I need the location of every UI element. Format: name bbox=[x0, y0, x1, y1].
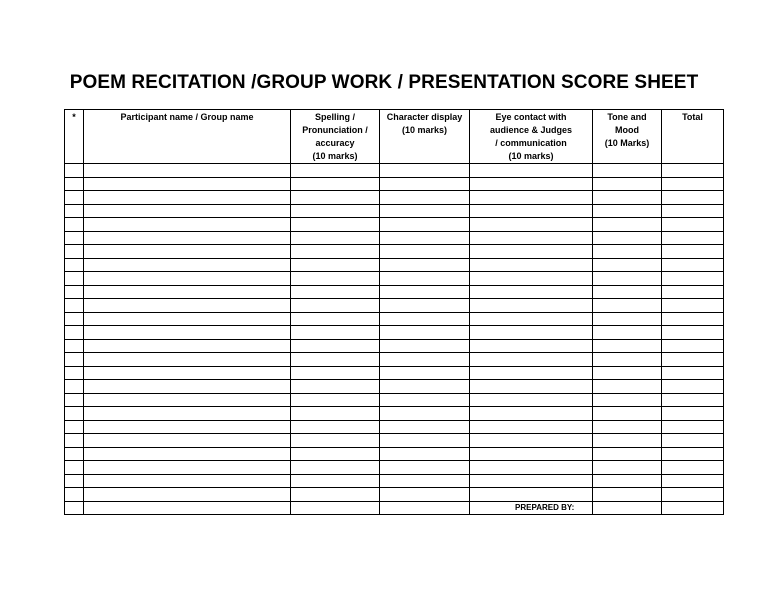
cell-total[interactable] bbox=[662, 380, 724, 394]
cell-index[interactable] bbox=[65, 231, 84, 245]
cell-participant-name[interactable] bbox=[84, 258, 291, 272]
cell-total[interactable] bbox=[662, 204, 724, 218]
cell-eye-contact[interactable] bbox=[470, 474, 593, 488]
cell-character-display[interactable] bbox=[380, 191, 470, 205]
cell-participant-name[interactable] bbox=[84, 488, 291, 502]
cell-eye-contact[interactable] bbox=[470, 231, 593, 245]
cell-index[interactable] bbox=[65, 380, 84, 394]
cell-participant-name[interactable] bbox=[84, 177, 291, 191]
cell-character-display[interactable] bbox=[380, 501, 470, 515]
cell-index[interactable] bbox=[65, 177, 84, 191]
cell-character-display[interactable] bbox=[380, 218, 470, 232]
cell-character-display[interactable] bbox=[380, 447, 470, 461]
cell-participant-name[interactable] bbox=[84, 407, 291, 421]
cell-tone-mood[interactable] bbox=[593, 434, 662, 448]
cell-eye-contact[interactable] bbox=[470, 299, 593, 313]
cell-eye-contact[interactable] bbox=[470, 285, 593, 299]
cell-index[interactable] bbox=[65, 353, 84, 367]
cell-participant-name[interactable] bbox=[84, 366, 291, 380]
table-row bbox=[65, 461, 724, 475]
cell-index[interactable] bbox=[65, 447, 84, 461]
cell-participant-name[interactable] bbox=[84, 380, 291, 394]
cell-eye-contact[interactable] bbox=[470, 407, 593, 421]
cell-total[interactable] bbox=[662, 177, 724, 191]
cell-index[interactable] bbox=[65, 366, 84, 380]
cell-character-display[interactable] bbox=[380, 380, 470, 394]
table-row bbox=[65, 231, 724, 245]
cell-tone-mood[interactable] bbox=[593, 191, 662, 205]
cell-participant-name[interactable] bbox=[84, 501, 291, 515]
cell-index[interactable] bbox=[65, 339, 84, 353]
cell-eye-contact[interactable] bbox=[470, 218, 593, 232]
cell-tone-mood[interactable] bbox=[593, 393, 662, 407]
cell-eye-contact[interactable] bbox=[470, 447, 593, 461]
cell-spelling[interactable] bbox=[291, 366, 380, 380]
table-row bbox=[65, 393, 724, 407]
cell-eye-contact[interactable] bbox=[470, 366, 593, 380]
cell-participant-name[interactable] bbox=[84, 164, 291, 178]
cell-participant-name[interactable] bbox=[84, 204, 291, 218]
cell-eye-contact[interactable] bbox=[470, 272, 593, 286]
cell-character-display[interactable] bbox=[380, 434, 470, 448]
cell-spelling[interactable] bbox=[291, 393, 380, 407]
cell-spelling[interactable] bbox=[291, 312, 380, 326]
cell-participant-name[interactable] bbox=[84, 353, 291, 367]
table-row bbox=[65, 177, 724, 191]
cell-index[interactable] bbox=[65, 326, 84, 340]
cell-spelling[interactable] bbox=[291, 218, 380, 232]
cell-total[interactable] bbox=[662, 474, 724, 488]
cell-character-display[interactable] bbox=[380, 299, 470, 313]
cell-eye-contact[interactable] bbox=[470, 353, 593, 367]
cell-total[interactable] bbox=[662, 231, 724, 245]
cell-total[interactable] bbox=[662, 299, 724, 313]
table-row bbox=[65, 501, 724, 515]
cell-eye-contact[interactable] bbox=[470, 177, 593, 191]
cell-total[interactable] bbox=[662, 393, 724, 407]
cell-spelling[interactable] bbox=[291, 447, 380, 461]
table-row bbox=[65, 245, 724, 259]
cell-tone-mood[interactable] bbox=[593, 488, 662, 502]
cell-character-display[interactable] bbox=[380, 353, 470, 367]
cell-tone-mood[interactable] bbox=[593, 285, 662, 299]
cell-tone-mood[interactable] bbox=[593, 353, 662, 367]
cell-tone-mood[interactable] bbox=[593, 204, 662, 218]
cell-tone-mood[interactable] bbox=[593, 447, 662, 461]
table-row bbox=[65, 420, 724, 434]
page-title: POEM RECITATION /GROUP WORK / PRESENTATION SCORE SHEET bbox=[69, 72, 699, 93]
cell-tone-mood[interactable] bbox=[593, 339, 662, 353]
cell-character-display[interactable] bbox=[380, 272, 470, 286]
cell-participant-name[interactable] bbox=[84, 326, 291, 340]
table-row bbox=[65, 218, 724, 232]
table-row bbox=[65, 326, 724, 340]
cell-participant-name[interactable] bbox=[84, 285, 291, 299]
cell-total[interactable] bbox=[662, 353, 724, 367]
cell-tone-mood[interactable] bbox=[593, 258, 662, 272]
cell-index[interactable] bbox=[65, 191, 84, 205]
cell-spelling[interactable] bbox=[291, 501, 380, 515]
cell-spelling[interactable] bbox=[291, 407, 380, 421]
cell-total[interactable] bbox=[662, 164, 724, 178]
cell-character-display[interactable] bbox=[380, 258, 470, 272]
table-row bbox=[65, 285, 724, 299]
cell-eye-contact[interactable] bbox=[470, 488, 593, 502]
table-row bbox=[65, 434, 724, 448]
cell-spelling[interactable] bbox=[291, 299, 380, 313]
header-index: * bbox=[65, 110, 84, 164]
cell-total[interactable] bbox=[662, 272, 724, 286]
cell-spelling[interactable] bbox=[291, 191, 380, 205]
cell-spelling[interactable] bbox=[291, 177, 380, 191]
table-row bbox=[65, 272, 724, 286]
cell-tone-mood[interactable] bbox=[593, 272, 662, 286]
header-eye-contact: Eye contact with audience & Judges / communication (10 marks) bbox=[470, 110, 593, 164]
table-row bbox=[65, 366, 724, 380]
cell-total[interactable] bbox=[662, 366, 724, 380]
cell-tone-mood[interactable] bbox=[593, 474, 662, 488]
cell-character-display[interactable] bbox=[380, 474, 470, 488]
cell-eye-contact[interactable] bbox=[470, 258, 593, 272]
cell-eye-contact[interactable] bbox=[470, 312, 593, 326]
cell-eye-contact[interactable] bbox=[470, 434, 593, 448]
cell-index[interactable] bbox=[65, 204, 84, 218]
cell-index[interactable] bbox=[65, 461, 84, 475]
header-row bbox=[65, 110, 724, 164]
cell-index[interactable] bbox=[65, 393, 84, 407]
score-table-body bbox=[65, 164, 724, 515]
table-row bbox=[65, 164, 724, 178]
cell-total[interactable] bbox=[662, 501, 724, 515]
cell-eye-contact[interactable] bbox=[470, 326, 593, 340]
cell-eye-contact[interactable] bbox=[470, 164, 593, 178]
cell-character-display[interactable] bbox=[380, 164, 470, 178]
table-row bbox=[65, 312, 724, 326]
prepared-by-label: PREPARED BY: bbox=[515, 503, 575, 512]
cell-participant-name[interactable] bbox=[84, 272, 291, 286]
header-participant-name: Participant name / Group name bbox=[84, 110, 291, 164]
table-row bbox=[65, 407, 724, 421]
cell-participant-name[interactable] bbox=[84, 245, 291, 259]
cell-character-display[interactable] bbox=[380, 177, 470, 191]
cell-participant-name[interactable] bbox=[84, 299, 291, 313]
cell-index[interactable] bbox=[65, 245, 84, 259]
cell-character-display[interactable] bbox=[380, 339, 470, 353]
cell-participant-name[interactable] bbox=[84, 312, 291, 326]
cell-participant-name[interactable] bbox=[84, 218, 291, 232]
cell-spelling[interactable] bbox=[291, 326, 380, 340]
header-spelling: Spelling / Pronunciation / accuracy (10 marks) bbox=[291, 110, 380, 164]
cell-tone-mood[interactable] bbox=[593, 218, 662, 232]
cell-spelling[interactable] bbox=[291, 420, 380, 434]
cell-spelling[interactable] bbox=[291, 488, 380, 502]
cell-total[interactable] bbox=[662, 339, 724, 353]
table-row bbox=[65, 474, 724, 488]
cell-spelling[interactable] bbox=[291, 245, 380, 259]
cell-eye-contact[interactable] bbox=[470, 339, 593, 353]
table-row bbox=[65, 353, 724, 367]
cell-spelling[interactable] bbox=[291, 231, 380, 245]
cell-character-display[interactable] bbox=[380, 326, 470, 340]
cell-spelling[interactable] bbox=[291, 285, 380, 299]
cell-total[interactable] bbox=[662, 488, 724, 502]
header-tone-mood: Tone and Mood (10 Marks) bbox=[593, 110, 662, 164]
cell-tone-mood[interactable] bbox=[593, 366, 662, 380]
cell-index[interactable] bbox=[65, 312, 84, 326]
cell-index[interactable] bbox=[65, 407, 84, 421]
table-row bbox=[65, 447, 724, 461]
table-row bbox=[65, 339, 724, 353]
cell-tone-mood[interactable] bbox=[593, 326, 662, 340]
cell-total[interactable] bbox=[662, 461, 724, 475]
cell-participant-name[interactable] bbox=[84, 461, 291, 475]
cell-eye-contact[interactable] bbox=[470, 380, 593, 394]
cell-total[interactable] bbox=[662, 447, 724, 461]
cell-tone-mood[interactable] bbox=[593, 420, 662, 434]
cell-tone-mood[interactable] bbox=[593, 231, 662, 245]
cell-tone-mood[interactable] bbox=[593, 164, 662, 178]
cell-participant-name[interactable] bbox=[84, 339, 291, 353]
cell-character-display[interactable] bbox=[380, 204, 470, 218]
cell-spelling[interactable] bbox=[291, 461, 380, 475]
cell-character-display[interactable] bbox=[380, 231, 470, 245]
cell-spelling[interactable] bbox=[291, 353, 380, 367]
cell-index[interactable] bbox=[65, 258, 84, 272]
cell-index[interactable] bbox=[65, 218, 84, 232]
cell-index[interactable] bbox=[65, 272, 84, 286]
cell-total[interactable] bbox=[662, 407, 724, 421]
cell-tone-mood[interactable] bbox=[593, 299, 662, 313]
cell-eye-contact[interactable] bbox=[470, 393, 593, 407]
cell-participant-name[interactable] bbox=[84, 434, 291, 448]
cell-character-display[interactable] bbox=[380, 366, 470, 380]
cell-character-display[interactable] bbox=[380, 312, 470, 326]
cell-total[interactable] bbox=[662, 434, 724, 448]
header-character-display: Character display (10 marks) bbox=[380, 110, 470, 164]
cell-tone-mood[interactable] bbox=[593, 461, 662, 475]
cell-spelling[interactable] bbox=[291, 380, 380, 394]
cell-index[interactable] bbox=[65, 501, 84, 515]
cell-participant-name[interactable] bbox=[84, 191, 291, 205]
cell-index[interactable] bbox=[65, 474, 84, 488]
cell-character-display[interactable] bbox=[380, 488, 470, 502]
table-row bbox=[65, 258, 724, 272]
cell-participant-name[interactable] bbox=[84, 393, 291, 407]
cell-index[interactable] bbox=[65, 285, 84, 299]
cell-total[interactable] bbox=[662, 420, 724, 434]
cell-eye-contact[interactable] bbox=[470, 204, 593, 218]
cell-eye-contact[interactable] bbox=[470, 420, 593, 434]
cell-character-display[interactable] bbox=[380, 393, 470, 407]
table-row bbox=[65, 299, 724, 313]
cell-index[interactable] bbox=[65, 434, 84, 448]
cell-character-display[interactable] bbox=[380, 420, 470, 434]
cell-index[interactable] bbox=[65, 420, 84, 434]
table-row bbox=[65, 204, 724, 218]
cell-tone-mood[interactable] bbox=[593, 312, 662, 326]
cell-eye-contact[interactable] bbox=[470, 461, 593, 475]
cell-spelling[interactable] bbox=[291, 474, 380, 488]
cell-tone-mood[interactable] bbox=[593, 407, 662, 421]
cell-character-display[interactable] bbox=[380, 245, 470, 259]
cell-tone-mood[interactable] bbox=[593, 501, 662, 515]
cell-index[interactable] bbox=[65, 164, 84, 178]
cell-spelling[interactable] bbox=[291, 339, 380, 353]
cell-character-display[interactable] bbox=[380, 407, 470, 421]
table-row bbox=[65, 191, 724, 205]
cell-total[interactable] bbox=[662, 191, 724, 205]
cell-spelling[interactable] bbox=[291, 434, 380, 448]
cell-tone-mood[interactable] bbox=[593, 245, 662, 259]
cell-eye-contact[interactable] bbox=[470, 191, 593, 205]
cell-character-display[interactable] bbox=[380, 285, 470, 299]
table-row bbox=[65, 380, 724, 394]
cell-total[interactable] bbox=[662, 285, 724, 299]
cell-index[interactable] bbox=[65, 488, 84, 502]
cell-character-display[interactable] bbox=[380, 461, 470, 475]
cell-participant-name[interactable] bbox=[84, 474, 291, 488]
cell-total[interactable] bbox=[662, 218, 724, 232]
cell-eye-contact[interactable] bbox=[470, 245, 593, 259]
cell-index[interactable] bbox=[65, 299, 84, 313]
cell-participant-name[interactable] bbox=[84, 231, 291, 245]
score-table bbox=[64, 109, 724, 515]
cell-total[interactable] bbox=[662, 326, 724, 340]
cell-participant-name[interactable] bbox=[84, 447, 291, 461]
cell-spelling[interactable] bbox=[291, 272, 380, 286]
cell-tone-mood[interactable] bbox=[593, 380, 662, 394]
cell-participant-name[interactable] bbox=[84, 420, 291, 434]
cell-spelling[interactable] bbox=[291, 258, 380, 272]
cell-spelling[interactable] bbox=[291, 164, 380, 178]
cell-total[interactable] bbox=[662, 258, 724, 272]
cell-spelling[interactable] bbox=[291, 204, 380, 218]
header-total: Total bbox=[662, 110, 724, 164]
table-row bbox=[65, 488, 724, 502]
cell-tone-mood[interactable] bbox=[593, 177, 662, 191]
cell-total[interactable] bbox=[662, 312, 724, 326]
cell-total[interactable] bbox=[662, 245, 724, 259]
